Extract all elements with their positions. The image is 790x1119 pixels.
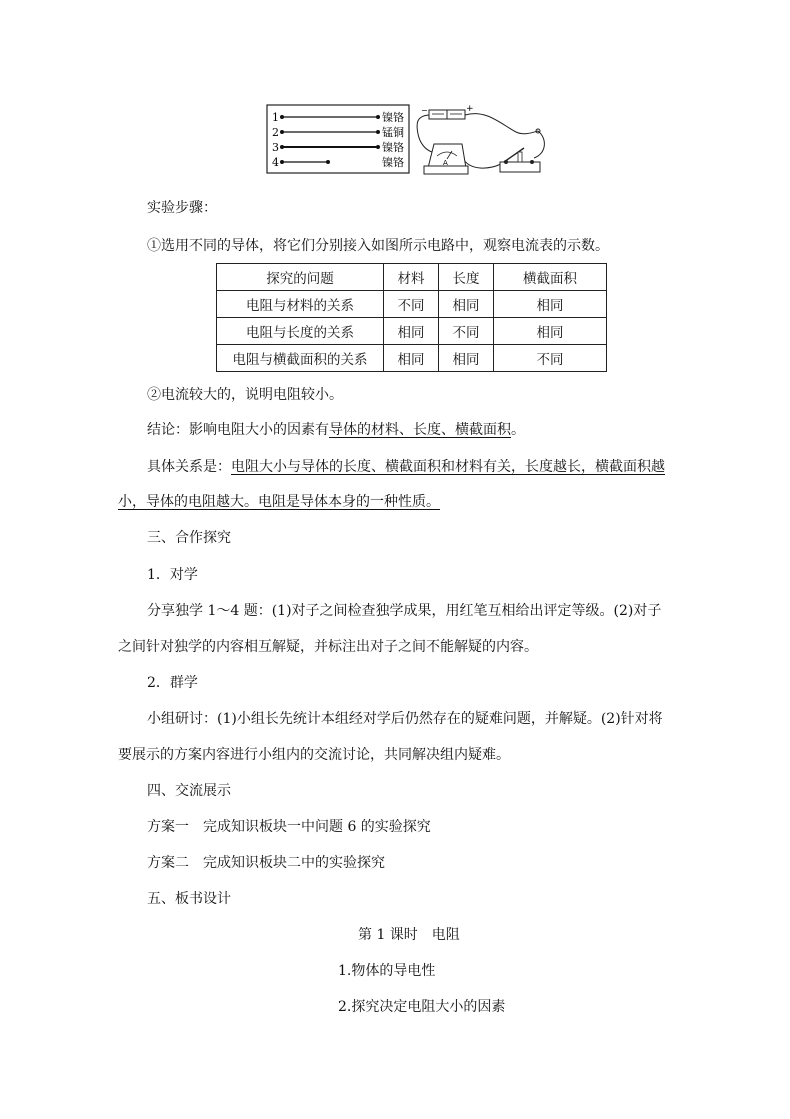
svg-text:+: + (466, 104, 474, 114)
table-cell: 不同 (494, 345, 607, 372)
wire-3-number: 3 (272, 141, 279, 154)
relation-answer-1: 电阻大小与导体的长度、横截面积和材料有关，长度越长，横截面积越 (231, 459, 665, 475)
table-cell: 电阻与材料的关系 (217, 291, 384, 318)
step-2: ②电流较大的，说明电阻较小。 (147, 387, 343, 403)
battery-icon (421, 104, 474, 119)
table-cell: 电阻与横截面积的关系 (217, 345, 384, 372)
svg-text:−: − (421, 106, 428, 115)
wire-1-number: 1 (272, 111, 279, 124)
wire-4-number: 4 (272, 156, 279, 169)
table-cell: 相同 (439, 291, 494, 318)
table-header: 材料 (384, 264, 439, 291)
relation-line-1 (147, 457, 665, 477)
subheading-1: 1．对学 (147, 567, 198, 583)
wire-1-label: 镍铬 (382, 111, 404, 124)
table-header-row (217, 264, 607, 291)
table-cell: 不同 (439, 318, 494, 345)
conclusion (147, 420, 525, 440)
table-header: 探究的问题 (217, 264, 384, 291)
table-header: 长度 (439, 264, 494, 291)
ammeter-icon (424, 144, 468, 174)
table-cell: 相同 (439, 345, 494, 372)
board-item-2: 2.探究决定电阻大小的因素 (338, 999, 506, 1015)
table-cell: 电阻与长度的关系 (217, 318, 384, 345)
table-cell: 相同 (384, 345, 439, 372)
conclusion-prefix: 结论：影响电阻大小的因素有 (147, 422, 329, 438)
relation-prefix: 具体关系是： (147, 459, 231, 475)
table-cell: 相同 (384, 318, 439, 345)
section-3-heading: 三、合作探究 (147, 530, 231, 546)
plan-1: 方案一 完成知识板块一中问题 6 的实验探究 (147, 819, 431, 835)
experiment-figure (266, 104, 556, 180)
paragraph-2-line-1: 小组研讨：(1)小组长先统计本组经对学后仍然存在的疑难问题，并解疑。(2)针对将 (147, 711, 663, 727)
table-row (217, 291, 607, 318)
steps-title: 实验步骤： (147, 200, 217, 216)
board-item-1: 1.物体的导电性 (338, 963, 436, 979)
table-row (217, 318, 607, 345)
wire-2-label: 锰铜 (382, 126, 404, 139)
ammeter-label: A (443, 159, 448, 167)
paragraph-1-line-1: 分享独学 1～4 题：(1)对子之间检查独学成果，用红笔互相给出评定等级。(2)对子 (147, 603, 662, 619)
conclusion-answer: 导体的材料、长度、横截面积 (329, 422, 511, 438)
table-cell: 相同 (494, 318, 607, 345)
switch-icon (500, 148, 540, 172)
step-1: ①选用不同的导体，将它们分别接入如图所示电路中，观察电流表的示数。 (147, 238, 609, 254)
section-4-heading: 四、交流展示 (147, 783, 231, 799)
experiment-table (216, 263, 607, 372)
circuit-diagram (266, 104, 556, 176)
paragraph-2-line-2: 要展示的方案内容进行小组内的交流讨论，共同解决组内疑难。 (118, 747, 510, 763)
relation-answer-2: 小，导体的电阻越大。电阻是导体本身的一种性质。 (118, 494, 440, 510)
board-title: 第 1 课时 电阻 (358, 927, 460, 943)
table-row (217, 345, 607, 372)
paragraph-1-line-2: 之间针对独学的内容相互解疑，并标注出对子之间不能解疑的内容。 (118, 639, 538, 655)
relation-line-2 (118, 492, 440, 512)
plan-2: 方案二 完成知识板块二中的实验探究 (147, 855, 385, 871)
table-cell: 相同 (494, 291, 607, 318)
wire-2-number: 2 (272, 126, 279, 139)
wire-3-label: 镍铬 (382, 141, 404, 154)
wire-4-label: 镍铬 (382, 156, 404, 169)
table-cell: 不同 (384, 291, 439, 318)
table-header: 横截面积 (494, 264, 607, 291)
conclusion-end: 。 (511, 422, 525, 438)
subheading-2: 2．群学 (147, 675, 198, 691)
section-5-heading: 五、板书设计 (147, 891, 231, 907)
